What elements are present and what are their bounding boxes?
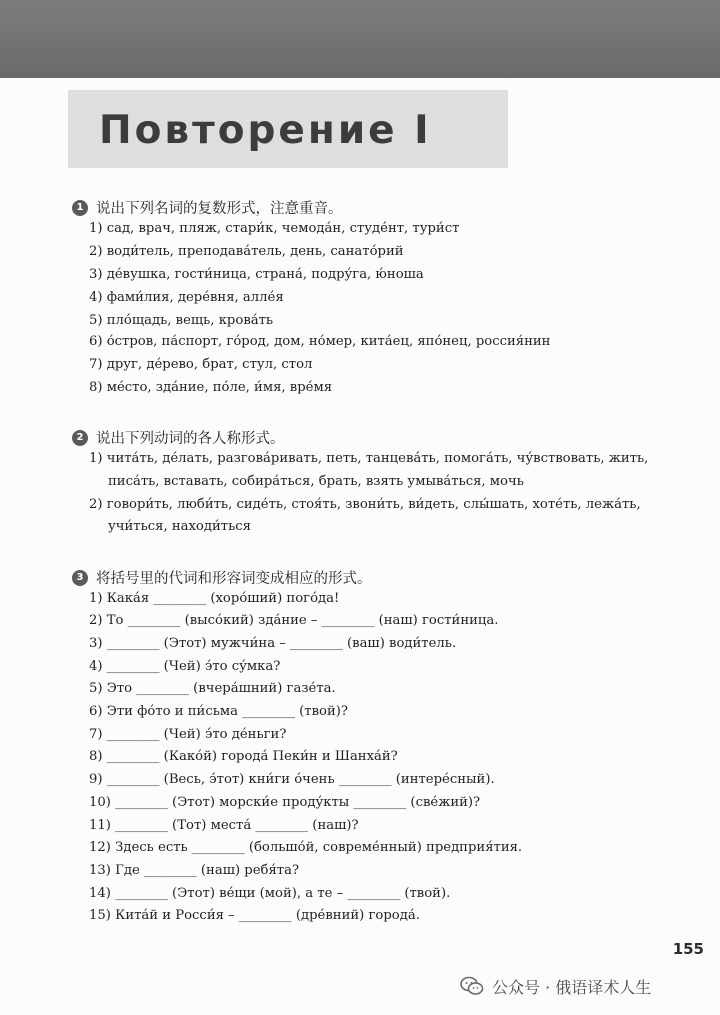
exercise-line: 5) пло́щадь, вещь, крова́ть (89, 313, 274, 328)
section-3-heading (72, 567, 372, 588)
exercise-line: 1) сад, врач, пляж, стари́к, чемода́н, студе́нт, тури́ст (89, 221, 460, 236)
wechat-icon (460, 976, 484, 996)
exercise-line: 8) ме́сто, зда́ние, по́ле, и́мя, вре́мя (89, 380, 333, 395)
exercise-line: 8) ________ (Како́й) города́ Пеки́н и Шанха́й? (89, 749, 398, 764)
watermark (460, 974, 651, 998)
section-number-badge: 1 (72, 200, 88, 216)
exercise-line: 15) Кита́й и Росси́я – ________ (дре́вний) города́. (89, 908, 420, 923)
exercise-line: 10) ________ (Этот) морски́е проду́кты ________ (све́жий)? (89, 795, 481, 810)
section-1-heading-text: 说出下列名词的复数形式，注意重音。 (96, 201, 343, 217)
exercise-line: 4) ________ (Чей) э́то су́мка? (89, 659, 281, 674)
top-gray-band (0, 0, 720, 78)
section-2-heading-text: 说出下列动词的各人称形式。 (96, 431, 285, 447)
watermark-text: 公众号 · 俄语译术人生 (492, 977, 652, 997)
exercise-line: 11) ________ (Тот) места́ ________ (наш)? (89, 818, 359, 833)
page-number: 155 (672, 940, 704, 958)
exercise-line: 4) фами́лия, дере́вня, алле́я (89, 290, 284, 305)
exercise-line: 7) ________ (Чей) э́то де́ньги? (89, 727, 287, 742)
section-number-badge: 3 (72, 570, 88, 586)
exercise-line: 6) Эти фо́то и пи́сьма ________ (твой)? (89, 704, 348, 719)
exercise-line: 2) води́тель, преподава́тель, день, санато́рий (89, 244, 404, 259)
exercise-line: 6) о́стров, па́спорт, го́род, дом, но́мер, кита́ец, япо́нец, россия́нин (89, 334, 551, 349)
exercise-line: 2) То ________ (высо́кий) зда́ние – ________ (наш) гости́ница. (89, 613, 499, 628)
section-2-heading (72, 427, 285, 448)
exercise-line: писа́ть, вставать, собира́ться, брать, взять умыва́ться, мочь (108, 474, 524, 489)
section-3-heading-text: 将括号里的代词和形容词变成相应的形式。 (96, 571, 372, 587)
exercise-line: 3) ________ (Этот) мужчи́на – ________ (ваш) води́тель. (89, 636, 457, 651)
exercise-line: 1) Кака́я ________ (хоро́ший) пого́да! (89, 591, 340, 606)
page-title: Повторение I (99, 108, 432, 153)
exercise-line: 2) говори́ть, люби́ть, сиде́ть, стоя́ть, звони́ть, ви́деть, слы́шать, хоте́ть, лежа́ть, (89, 497, 641, 512)
exercise-line: 12) Здесь есть ________ (большо́й, совреме́нный) предприя́тия. (89, 840, 523, 855)
exercise-line: 14) ________ (Этот) ве́щи (мой), а те – ________ (твой). (89, 886, 451, 901)
exercise-line: 13) Где ________ (наш) ребя́та? (89, 863, 300, 878)
section-number-badge: 2 (72, 430, 88, 446)
exercise-line: 9) ________ (Весь, э́тот) кни́ги о́чень ________ (интере́сный). (89, 772, 495, 787)
exercise-line: 3) де́вушка, гости́ница, страна́, подру́га, ю́ноша (89, 267, 424, 282)
exercise-line: 1) чита́ть, де́лать, разгова́ривать, петь, танцева́ть, помога́ть, чу́вствовать, жить, (89, 451, 649, 466)
exercise-line: учи́ться, находи́ться (108, 519, 251, 534)
exercise-line: 7) друг, де́рево, брат, стул, стол (89, 357, 313, 372)
exercise-line: 5) Это ________ (вчера́шний) газе́та. (89, 681, 336, 696)
section-1-heading (72, 197, 343, 218)
